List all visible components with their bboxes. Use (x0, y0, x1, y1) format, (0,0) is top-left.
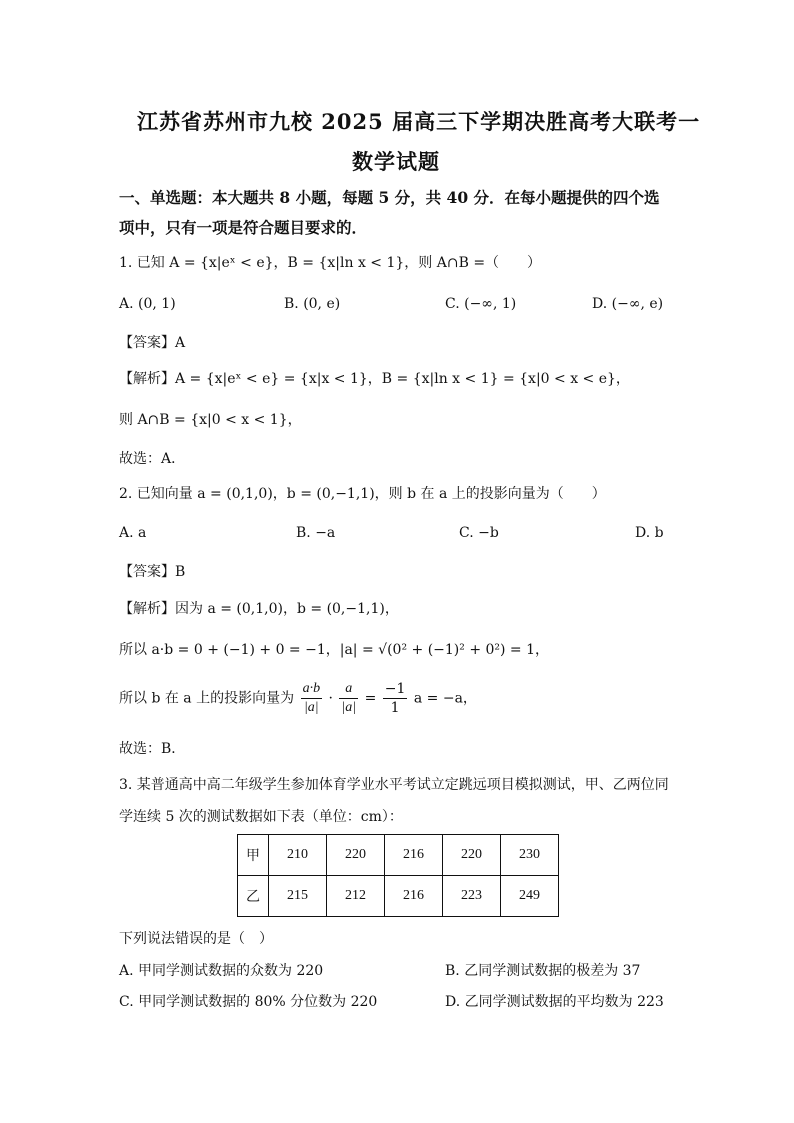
section-heading-line2: 项中，只有一项是符合题目要求的． (119, 218, 368, 237)
table-cell: 216 (385, 876, 443, 917)
q2-answer: 【答案】B (119, 564, 186, 580)
test-data-table (237, 834, 559, 917)
document-title-line1: 江苏省苏州市九校 2025 届高三下学期决胜高考大联考一 (137, 109, 701, 134)
q1-option-d: D. (−∞, e) (592, 296, 664, 312)
fraction-3-numerator: −1 (384, 681, 406, 697)
q2-option-c: C. −b (459, 525, 499, 541)
table-cell: 220 (443, 835, 501, 876)
q3-option-c: C. 甲同学测试数据的 80% 分位数为 220 (119, 994, 378, 1010)
table-row (238, 876, 559, 917)
q1-option-c: C. (−∞, 1) (445, 296, 517, 312)
q2-stem: 2. 已知向量 a = (0,1,0)，b = (0,−1,1)，则 b 在 a 上的投影向量为（ ） (119, 486, 606, 502)
table-row-label: 乙 (238, 876, 269, 917)
q2-conclusion: 故选：B． (119, 741, 186, 757)
q3-option-b: B. 乙同学测试数据的极差为 37 (445, 963, 641, 979)
q3-option-d: D. 乙同学测试数据的平均数为 223 (445, 994, 664, 1010)
fraction-1-numerator: a·b (301, 680, 323, 699)
fraction-3 (383, 680, 408, 717)
fraction-2-denominator: |a| (341, 700, 357, 715)
q2-option-b: B. −a (296, 525, 336, 541)
q1-analysis-line1: 【解析】A = {x|eˣ < e} = {x|x < 1}，B = {x|ln x < 1} = {x|0 < x < e}， (119, 371, 630, 387)
q2-analysis-line3-suffix: a = −a， (413, 690, 477, 707)
section-heading-line1: 一、单选题：本大题共 8 小题，每题 5 分，共 40 分．在每小题提供的四个选 (119, 188, 660, 207)
q2-analysis-line3-prefix: 所以 b 在 a 上的投影向量为 (119, 690, 295, 707)
q1-answer: 【答案】A (119, 335, 186, 351)
q2-option-a: A. a (119, 525, 147, 541)
table-cell: 230 (501, 835, 559, 876)
q2-analysis-line2: 所以 a·b = 0 + (−1) + 0 = −1，|a| = √(0² + (−1)² + 0²) = 1， (119, 642, 550, 658)
q1-analysis-line2: 则 A∩B = {x|0 < x < 1}， (119, 412, 302, 428)
q2-analysis-line1: 【解析】因为 a = (0,1,0)，b = (0,−1,1)， (119, 601, 399, 617)
document-title-line2: 数学试题 (352, 149, 440, 174)
q1-option-a: A. (0, 1) (119, 296, 176, 312)
q3-stem-line1: 3. 某普通高中高二年级学生参加体育学业水平考试立定跳远项目模拟测试，甲、乙两位同 (119, 777, 669, 793)
q2-analysis-line3: 所以 b 在 a 上的投影向量为 $\frac{a\cdot b}{|a|}$ · $\frac{a}{|a|}$ = $\frac{-1}{1}$ a = −a， (119, 681, 477, 716)
table-cell: 215 (269, 876, 327, 917)
q3-option-a: A. 甲同学测试数据的众数为 220 (119, 963, 324, 979)
q3-prompt: 下列说法错误的是（ ） (119, 931, 273, 947)
table-cell: 216 (385, 835, 443, 876)
q1-conclusion: 故选：A． (119, 451, 186, 467)
fraction-3-denominator: 1 (390, 700, 400, 716)
table-cell: 210 (269, 835, 327, 876)
fraction-1-denominator: |a| (303, 700, 319, 715)
q1-option-b: B. (0, e) (284, 296, 341, 312)
q2-option-d: D. b (635, 525, 664, 541)
fraction-2-numerator: a (339, 680, 358, 699)
table-cell: 249 (501, 876, 559, 917)
table-row (238, 835, 559, 876)
fraction-1 (301, 680, 323, 717)
fraction-2 (339, 680, 358, 717)
table-cell: 212 (327, 876, 385, 917)
table-cell: 223 (443, 876, 501, 917)
q1-stem: 1. 已知 A = {x|eˣ < e}，B = {x|ln x < 1}，则 A∩B =（ ） (119, 255, 542, 271)
q3-stem-line2: 学连续 5 次的测试数据如下表（单位：cm）： (119, 809, 403, 825)
table-cell: 220 (327, 835, 385, 876)
table-row-label: 甲 (238, 835, 269, 876)
